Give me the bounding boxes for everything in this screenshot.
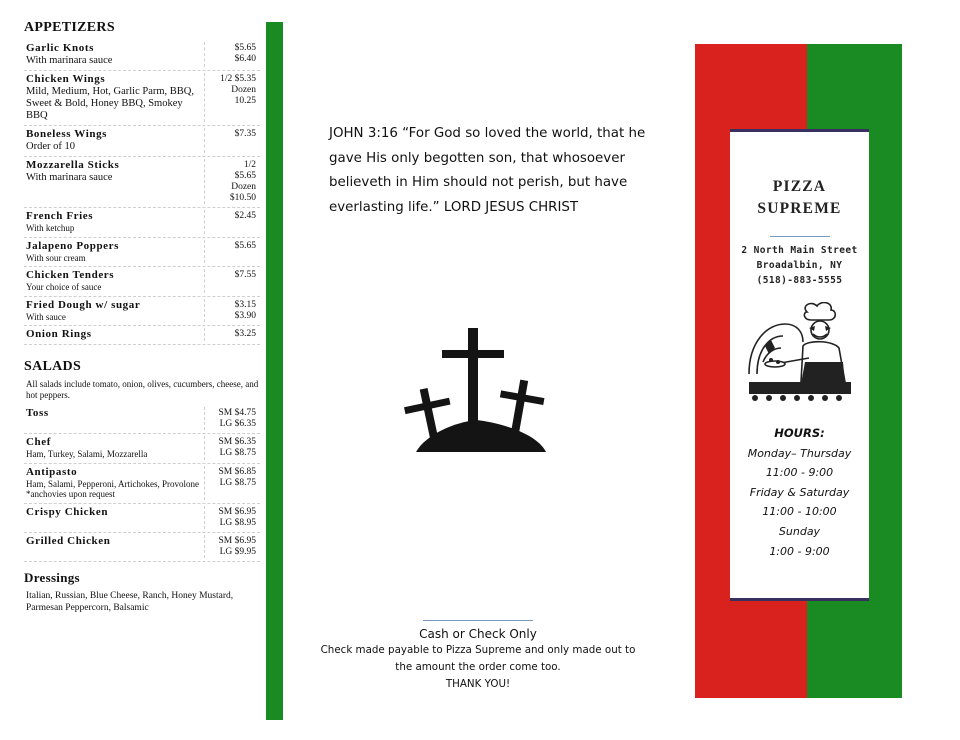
menu-item-info — [26, 535, 204, 558]
price-value: SM $6.85 — [218, 466, 256, 477]
menu-item-row — [24, 71, 260, 126]
price-value: $5.65 — [234, 240, 256, 251]
price-value: LG $8.75 — [219, 477, 256, 488]
price-value: 10.25 — [234, 96, 256, 106]
card-rule — [770, 236, 830, 237]
restaurant-name-line2: SUPREME — [757, 200, 842, 217]
appetizers-title: APPETIZERS — [24, 20, 115, 35]
price-value: $10.50 — [229, 193, 256, 203]
menu-item-desc: With sour cream — [26, 252, 86, 263]
payment-rule — [423, 620, 533, 621]
menu-item-info — [26, 128, 204, 153]
menu-item-desc: With ketchup — [26, 223, 75, 233]
salads-list — [24, 405, 260, 562]
hours-line: 11:00 - 10:00 — [762, 505, 837, 519]
menu-item-price — [204, 299, 260, 323]
dressings-title: Dressings — [24, 569, 80, 585]
price-value: $3.15 — [234, 299, 256, 310]
price-value: SM $6.95 — [218, 535, 256, 546]
menu-item-name: Chef — [26, 436, 52, 448]
menu-item-name: Onion Rings — [26, 328, 92, 340]
menu-item-row — [24, 267, 260, 297]
menu-item-price — [204, 535, 260, 558]
menu-item-name: Antipasto — [26, 465, 78, 478]
menu-item-desc: Ham, Turkey, Salami, Mozzarella — [26, 449, 148, 459]
menu-item-row — [24, 533, 260, 562]
menu-item-price — [204, 328, 260, 341]
price-value: SM $4.75 — [218, 408, 256, 418]
menu-item-name: Garlic Knots — [26, 42, 95, 54]
menu-item-row — [24, 208, 260, 238]
price-value: $5.65 — [234, 171, 256, 181]
menu-item-name: Jalapeno Poppers — [26, 239, 120, 252]
hours-line: 11:00 - 9:00 — [765, 466, 834, 480]
price-value: Dozen — [231, 85, 256, 95]
hours-title: HOURS: — [774, 426, 825, 440]
menu-item-info — [26, 73, 204, 122]
price-value: SM $6.35 — [218, 437, 256, 447]
price-value: LG $6.35 — [219, 419, 256, 429]
price-value: $7.55 — [234, 270, 256, 280]
dressings-list: Italian, Russian, Blue Cheese, Ranch, Honey Mustard, Parmesan Peppercorn, Balsamic — [26, 590, 234, 613]
menu-item-row — [24, 157, 260, 208]
menu-item-info — [26, 407, 204, 430]
price-value: 1/2 $5.35 — [220, 74, 256, 84]
price-value: $2.45 — [234, 211, 256, 221]
address-street: 2 North Main Street — [741, 245, 858, 256]
menu-item-desc: Mild, Medium, Hot, Garlic Parm, BBQ, Sweet & Bold, Honey BBQ, Smokey BBQ — [26, 86, 194, 121]
price-value: $6.40 — [234, 54, 256, 64]
menu-item-price — [204, 128, 260, 153]
price-value: SM $6.95 — [218, 506, 256, 517]
address-city: Broadalbin, NY — [756, 260, 843, 271]
menu-item-price — [204, 506, 260, 529]
restaurant-name-line1: PIZZA — [772, 178, 827, 195]
menu-item-info — [26, 506, 204, 529]
menu-item-name: Boneless Wings — [26, 128, 108, 140]
menu-item-desc: Ham, Salami, Pepperoni, Artichokes, Provolone *anchovies upon request — [26, 478, 199, 499]
menu-item-info — [26, 42, 204, 67]
payment-thanks: THANK YOU! — [445, 678, 511, 690]
appetizers-list — [24, 40, 260, 345]
price-value: $7.35 — [234, 129, 256, 139]
hours-line: Sunday — [778, 524, 821, 538]
menu-item-row — [24, 297, 260, 327]
salads-title: SALADS — [24, 359, 82, 374]
salads-note: All salads include tomato, onion, olives, cucumbers, cheese, and hot peppers. — [26, 379, 259, 400]
bible-verse: JOHN 3:16 “For God so loved the world, that he gave His only begotten son, that whosoever believeth in Him should not perish, but have everlasting life.” LORD JESUS CHRIST — [329, 126, 646, 215]
cover-card — [730, 129, 869, 601]
menu-item-name: French Fries — [26, 210, 94, 222]
menu-item-info — [26, 269, 204, 293]
menu-item-info — [26, 159, 204, 204]
menu-item-name: Crispy Chicken — [26, 505, 109, 518]
hours-block — [730, 424, 869, 561]
menu-item-desc: Order of 10 — [26, 141, 75, 152]
pizza-chef-icon — [745, 302, 855, 402]
menu-item-price — [204, 407, 260, 430]
menu-item-name: Toss — [26, 407, 49, 419]
menu-item-info — [26, 328, 204, 341]
menu-item-price — [204, 42, 260, 67]
menu-item-row — [24, 434, 260, 464]
menu-item-row — [24, 238, 260, 268]
price-value: 1/2 — [243, 160, 256, 170]
price-value: $5.65 — [234, 43, 256, 53]
menu-item-row — [24, 405, 260, 434]
menu-item-name: Mozzarella Sticks — [26, 159, 120, 171]
menu-item-info — [26, 436, 204, 460]
menu-item-price — [204, 269, 260, 293]
menu-item-name: Chicken Tenders — [26, 269, 115, 281]
payment-line1: Cash or Check Only — [419, 627, 537, 641]
price-value: LG $9.95 — [219, 546, 256, 557]
menu-item-row — [24, 126, 260, 157]
menu-item-row — [24, 40, 260, 71]
menu-item-row — [24, 464, 260, 504]
menu-item-price — [204, 210, 260, 234]
payment-info — [320, 620, 636, 693]
menu-item-name: Fried Dough w/ sugar — [26, 298, 141, 311]
menu-item-info — [26, 299, 204, 323]
menu-item-price — [204, 159, 260, 204]
restaurant-name — [730, 176, 869, 220]
menu-item-price — [204, 436, 260, 460]
menu-panel — [24, 20, 260, 614]
menu-item-desc: Your choice of sauce — [26, 282, 102, 292]
payment-line2: Check made payable to Pizza Supreme and only made out to the amount the order come too. — [320, 644, 636, 673]
hours-line: Monday– Thursday — [747, 446, 852, 460]
three-crosses-icon — [396, 322, 556, 462]
menu-item-row — [24, 326, 260, 345]
price-value: $3.25 — [234, 329, 256, 339]
menu-item-name: Grilled Chicken — [26, 534, 111, 547]
hours-line: 1:00 - 9:00 — [769, 544, 830, 558]
price-value: $3.90 — [234, 310, 256, 321]
menu-item-info — [26, 210, 204, 234]
menu-item-desc: With marinara sauce — [26, 55, 113, 66]
menu-item-info — [26, 240, 204, 264]
price-value: LG $8.95 — [219, 517, 256, 528]
menu-item-info — [26, 466, 204, 500]
menu-item-name: Chicken Wings — [26, 73, 106, 85]
menu-item-row — [24, 504, 260, 533]
menu-item-price — [204, 73, 260, 122]
menu-item-desc: With marinara sauce — [26, 172, 113, 183]
phone-number: (518)-883-5555 — [756, 275, 843, 286]
divider-bar — [266, 22, 283, 720]
menu-item-price — [204, 466, 260, 500]
menu-item-price — [204, 240, 260, 264]
menu-item-desc: With sauce — [26, 311, 66, 322]
price-value: Dozen — [231, 182, 256, 192]
price-value: LG $8.75 — [219, 448, 256, 458]
hours-line: Friday & Saturday — [749, 485, 850, 499]
